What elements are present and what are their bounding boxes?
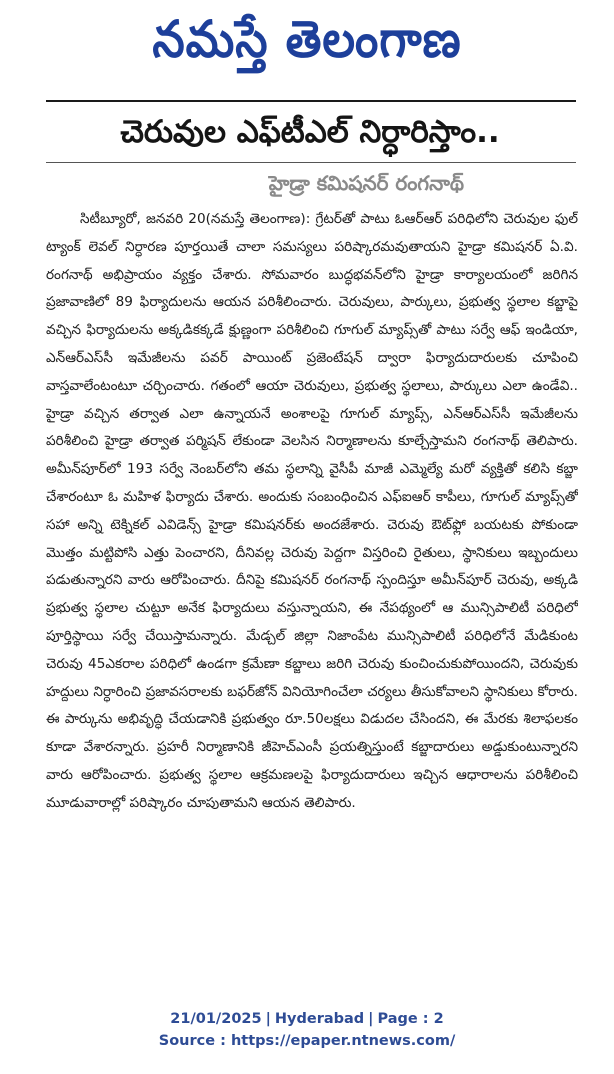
source-link[interactable]: Source : https://epaper.ntnews.com/ (158, 1033, 456, 1049)
edition-info (0, 1008, 614, 1030)
subheadline-container (0, 166, 614, 200)
newspaper-logo: నమస్తే తెలంగాణ (152, 9, 462, 69)
edition-city: Hyderabad (274, 1011, 365, 1027)
article-body: సిటీబ్యూరో, జనవరి 20(నమస్తే తెలంగాణ): గ్రేటర్‌తో పాటు ఓఆర్‌ఆర్ పరిధిలోని చెరువుల ఫుల్ ట్యాంక్ లెవల్ నిర్ధారణ పూర్తయితే చాలా సమస్యలు పరిష్కారమవుతాయని హైడ్రా కమిషనర్ ఏ.వి. రంగనాథ్ అభిప్రాయం వ్యక్తం చేశారు. సోమవారం బుద్ధభవన్‌లోని హైడ్రా కార్యాలయంలో జరిగిన ప్రజావాణిలో 89 ఫిర్యాదులను ఆయన పరిశీలించారు. చెరువులు, పార్కులు, ప్రభుత్వ స్థలాల కబ్జాపై వచ్చిన ఫిర్యాదులను అక్కడికక్కడే క్షుణ్ణంగా పరిశీలించి గూగుల్ మ్యాప్స్‌తో పాటు సర్వే ఆఫ్ ఇండియా, ఎన్ఆర్ఎస్‌సీ ఇమేజీలను పవర్ పాయింట్ ప్రజెంటేషన్ ద్వారా ఫిర్యాదుదారులకు చూపించి వాస్తవాలేంటంటూ చర్చించారు. గతంలో ఆయా చెరువులు, ప్రభుత్వ స్థలాలు, పార్కులు ఎలా ఉండేవి.. హైడ్రా వచ్చిన తర్వాత ఎలా ఉన్నాయనే అంశాలపై గూగుల్ మ్యాప్స్, ఎన్ఆర్ఎస్‌సీ ఇమేజీలను పరిశీలించి హైడ్రా తర్వాత పర్మిషన్ లేకుండా వెలసిన నిర్మాణాలను కూల్చేస్తామని రంగనాథ్ తెలిపారు. అమీన్‌పూర్‌లో 193 సర్వే నెంబర్‌లోని తమ స్థలాన్ని వైసీపీ మాజీ ఎమ్మెల్యే మరో వ్యక్తితో కలిసి కబ్జా చేశారంటూ ఓ మహిళ ఫిర్యాదు చేశారు. అందుకు సంబంధించిన ఎఫ్ఐఆర్ కాపీలు, గూగుల్ మ్యాప్స్‌తో సహా అన్ని టెక్నికల్ ఎవిడెన్స్ హైడ్రా కమిషనర్‌కు అందజేశారు. చెరువు ఔట్‌ఫ్లో బయటకు పోకుండా మొత్తం మట్టిపోసి ఎత్తు పెంచారని, దీనివల్ల చెరువు పెద్దగా విస్తరించి రైతులు, స్థానికులు ఇబ్బందులు పడుతున్నారని వారు ఆరోపించారు. దీనిపై కమిషనర్ రంగనాథ్ స్పందిస్తూ అమీన్‌పూర్ చెరువు, అక్కడి ప్రభుత్వ స్థలాల చుట్టూ అనేక ఫిర్యాదులు వస్తున్నాయని, ఈ నేపథ్యంలో ఆ మున్సిపాలిటీ పరిధిలో పూర్తిస్థాయి సర్వే చేయిస్తామన్నారు. మేడ్చల్ జిల్లా నిజాంపేట మున్సిపాలిటీ పరిధిలోనే మేడికుంట చెరువు 45ఎకరాల పరిధిలో ఉండగా క్రమేణా కబ్జాలు జరిగి చెరువు కుంచించుకుపోయిందని, చెరువుకు హద్దులు నిర్ధారించి ప్రజావసరాలకు బఫర్‌జోన్ వినియోగించేలా చర్యలు తీసుకోవాలని స్థానికులు కోరారు. ఈ పార్కును అభివృద్ధి చేయడానికి ప్రభుత్వం రూ.50లక్షలు విడుదల చేసిందని, ఈ మేరకు శిలాఫలకం కూడా వేశారన్నారు. ప్రహరీ నిర్మాణానికి జీహెచ్ఎంసీ ప్రయత్నిస్తుంటే కబ్జాదారులు అడ్డుకుంటున్నారని వారు ఆరోపించారు. ప్రభుత్వ స్థలాల ఆక్రమణలపై ఫిర్యాదుదారులు ఇచ్చిన ఆధారాలను పరిశీలించి మూడువారాల్లో పరిష్కారం చూపుతామని ఆయన తెలిపారు. (46, 211, 578, 811)
edition-date: 21/01/2025 (170, 1011, 262, 1027)
masthead (0, 4, 614, 82)
page-footer (0, 1008, 614, 1060)
footer-separator: | (368, 1011, 374, 1027)
article-subheadline: హైడ్రా కమిషనర్ రంగనాథ్ (268, 171, 464, 195)
edition-page: Page : 2 (377, 1011, 444, 1027)
article-headline: చెరువుల ఎఫ్‌టీఎల్ నిర్ధారిస్తాం.. (120, 114, 500, 150)
top-divider (46, 100, 576, 102)
footer-separator: | (265, 1011, 271, 1027)
headline-divider (46, 162, 576, 163)
